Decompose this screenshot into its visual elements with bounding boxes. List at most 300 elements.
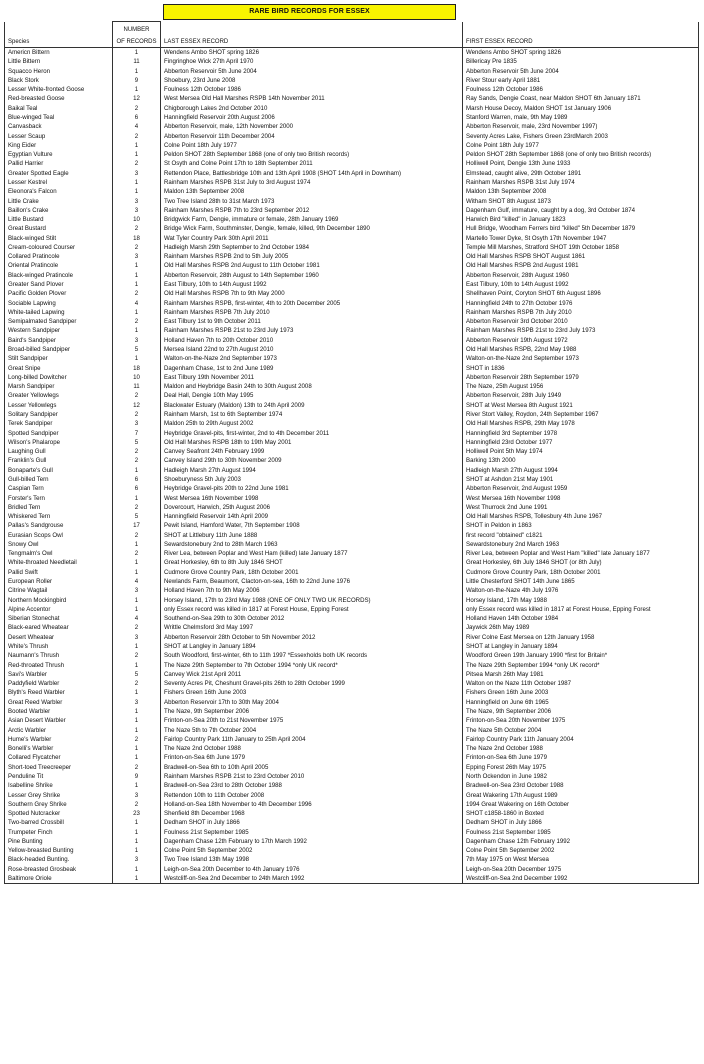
last-record-cell: Colne Point 5th September 2002 bbox=[161, 846, 463, 855]
table-row bbox=[5, 187, 699, 196]
last-record-cell: Maldon and Heybridge Basin 24th to 30th August 2008 bbox=[161, 382, 463, 391]
table-row bbox=[5, 800, 699, 809]
last-record-cell: Rainham Marshes RSPB 7th July 2010 bbox=[161, 308, 463, 317]
last-record-cell: Rainham Marshes RSPB 21st to 23rd October 2010 bbox=[161, 772, 463, 781]
last-record-cell: Bridgwick Farm, Dengie, immature or female, 28th January 1969 bbox=[161, 215, 463, 224]
record-count-cell: 10 bbox=[113, 373, 161, 382]
first-record-cell: Old Hall Marshes RSPB SHOT August 1861 bbox=[463, 252, 699, 261]
species-cell: Great Reed Warbler bbox=[5, 698, 113, 707]
last-record-cell: Abberton Reservoir 5th June 2004 bbox=[161, 67, 463, 76]
species-cell: Baikal Teal bbox=[5, 104, 113, 113]
record-count-cell: 1 bbox=[113, 67, 161, 76]
table-row bbox=[5, 419, 699, 428]
table-row bbox=[5, 252, 699, 261]
record-count-cell: 7 bbox=[113, 429, 161, 438]
record-count-cell: 1 bbox=[113, 828, 161, 837]
record-count-cell: 2 bbox=[113, 735, 161, 744]
last-record-cell: Fingringhoe Wick 27th April 1970 bbox=[161, 57, 463, 66]
first-record-cell: Epping Forest 26th May 1975 bbox=[463, 763, 699, 772]
last-record-cell: Two Tree Island 28th to 31st March 1973 bbox=[161, 197, 463, 206]
record-count-cell: 2 bbox=[113, 531, 161, 540]
record-count-cell: 1 bbox=[113, 178, 161, 187]
table-row bbox=[5, 150, 699, 159]
last-record-cell: Dovercourt, Harwich, 25th August 2006 bbox=[161, 503, 463, 512]
table-row bbox=[5, 391, 699, 400]
record-count-cell: 1 bbox=[113, 261, 161, 270]
species-cell: Asian Desert Warbler bbox=[5, 716, 113, 725]
species-cell: Lesser Yellowlegs bbox=[5, 401, 113, 410]
last-record-cell: Maldon 25th to 29th August 2002 bbox=[161, 419, 463, 428]
record-count-cell: 3 bbox=[113, 791, 161, 800]
first-record-cell: 7th May 1975 on West Mersea bbox=[463, 855, 699, 864]
species-cell: Penduline Tit bbox=[5, 772, 113, 781]
table-row bbox=[5, 818, 699, 827]
first-record-cell: Hull Bridge, Woodham Ferrers bird "killed" 5th December 1879 bbox=[463, 224, 699, 233]
last-record-cell: Foulness 21st September 1985 bbox=[161, 828, 463, 837]
first-record-cell: East Tilbury, 10th to 14th August 1992 bbox=[463, 280, 699, 289]
table-row bbox=[5, 791, 699, 800]
species-cell: Little Bustard bbox=[5, 215, 113, 224]
table-row bbox=[5, 642, 699, 651]
header-blank bbox=[161, 22, 463, 39]
species-cell: Bonaparte's Gull bbox=[5, 466, 113, 475]
species-cell: Forster's Tern bbox=[5, 494, 113, 503]
first-record-cell: Dagenham Chase 12th February 1992 bbox=[463, 837, 699, 846]
last-record-cell: Pewit Island, Hamford Water, 7th September 1908 bbox=[161, 521, 463, 530]
record-count-cell: 18 bbox=[113, 234, 161, 243]
first-record-cell: West Thurrock 2nd June 1991 bbox=[463, 503, 699, 512]
species-cell: Franklin's Gull bbox=[5, 456, 113, 465]
last-record-cell: Abberton Reservoir, 28th August to 14th September 1960 bbox=[161, 271, 463, 280]
record-count-cell: 1 bbox=[113, 187, 161, 196]
record-count-cell: 2 bbox=[113, 132, 161, 141]
species-cell: Red-throated Thrush bbox=[5, 661, 113, 670]
record-count-cell: 2 bbox=[113, 623, 161, 632]
table-row bbox=[5, 354, 699, 363]
record-count-cell: 1 bbox=[113, 466, 161, 475]
last-record-cell: Shoeburyness 5th July 2003 bbox=[161, 475, 463, 484]
first-record-cell: Leigh-on-Sea 20th December 1975 bbox=[463, 865, 699, 874]
last-record-cell: Holland Haven 7th to 20th October 2010 bbox=[161, 336, 463, 345]
record-count-cell: 2 bbox=[113, 224, 161, 233]
species-cell: Desert Wheatear bbox=[5, 633, 113, 642]
last-record-cell: Great Horkesley, 6th to 8th July 1846 SHOT bbox=[161, 558, 463, 567]
record-count-cell: 5 bbox=[113, 345, 161, 354]
table-row bbox=[5, 512, 699, 521]
header-first-record: FIRST ESSEX RECORD bbox=[463, 38, 699, 48]
first-record-cell: North Ockendon in June 1982 bbox=[463, 772, 699, 781]
first-record-cell: Jaywick 26th May 1989 bbox=[463, 623, 699, 632]
table-row bbox=[5, 197, 699, 206]
record-count-cell: 2 bbox=[113, 289, 161, 298]
first-record-cell: first record "obtained" c1821 bbox=[463, 531, 699, 540]
record-count-cell: 4 bbox=[113, 614, 161, 623]
record-count-cell: 1 bbox=[113, 707, 161, 716]
record-count-cell: 1 bbox=[113, 605, 161, 614]
species-cell: Two-barred Crossbill bbox=[5, 818, 113, 827]
species-cell: Laughing Gull bbox=[5, 447, 113, 456]
record-count-cell: 17 bbox=[113, 521, 161, 530]
last-record-cell: Two Tree Island 13th May 1998 bbox=[161, 855, 463, 864]
species-cell: Semipalmated Sandpiper bbox=[5, 317, 113, 326]
first-record-cell: Abberton Reservoir, 28th July 1949 bbox=[463, 391, 699, 400]
species-cell: Citrine Wagtail bbox=[5, 586, 113, 595]
table-row bbox=[5, 224, 699, 233]
last-record-cell: Hadleigh Marsh 29th September to 2nd October 1984 bbox=[161, 243, 463, 252]
first-record-cell: Hanningfield 24th to 27th October 1976 bbox=[463, 299, 699, 308]
first-record-cell: Hanningfield 3rd September 1978 bbox=[463, 429, 699, 438]
last-record-cell: Seventy Acres Pit, Cheshunt Gravel-pits 26th to 28th October 1999 bbox=[161, 679, 463, 688]
last-record-cell: only Essex record was killed in 1817 at Forest House, Epping Forest bbox=[161, 605, 463, 614]
first-record-cell: The Naze, 9th September 2006 bbox=[463, 707, 699, 716]
last-record-cell: East Tilbury, 10th to 14th August 1992 bbox=[161, 280, 463, 289]
record-count-cell: 1 bbox=[113, 642, 161, 651]
species-cell: Spotted Nutcracker bbox=[5, 809, 113, 818]
last-record-cell: Bridge Wick Farm, Southminster, Dengie, female, killed, 9th December 1890 bbox=[161, 224, 463, 233]
table-row bbox=[5, 159, 699, 168]
last-record-cell: Deal Hall, Dengie 10th May 1995 bbox=[161, 391, 463, 400]
species-cell: Caspian Tern bbox=[5, 484, 113, 493]
table-row bbox=[5, 846, 699, 855]
species-cell: Naumann's Thrush bbox=[5, 651, 113, 660]
table-row bbox=[5, 679, 699, 688]
table-row bbox=[5, 661, 699, 670]
first-record-cell: Witham SHOT 8th August 1873 bbox=[463, 197, 699, 206]
last-record-cell: St Osyth and Colne Point 17th to 18th September 2011 bbox=[161, 159, 463, 168]
table-row bbox=[5, 132, 699, 141]
record-count-cell: 1 bbox=[113, 150, 161, 159]
record-count-cell: 3 bbox=[113, 633, 161, 642]
first-record-cell: Great Wakering 17th August 1989 bbox=[463, 791, 699, 800]
last-record-cell: Sewardstonebury 2nd to 28th March 1963 bbox=[161, 540, 463, 549]
species-cell: Gull-billed Tern bbox=[5, 475, 113, 484]
last-record-cell: Abberton Reservoir 28th October to 5th November 2012 bbox=[161, 633, 463, 642]
first-record-cell: Woodford Green 19th January 1990 *first for Britain* bbox=[463, 651, 699, 660]
record-count-cell: 1 bbox=[113, 540, 161, 549]
table-row bbox=[5, 456, 699, 465]
last-record-cell: SHOT at Littlebury 11th June 1888 bbox=[161, 531, 463, 540]
first-record-cell: Hanningfield 23rd October 1977 bbox=[463, 438, 699, 447]
first-record-cell: Martello Tower Dyke, St Osyth 17th November 1947 bbox=[463, 234, 699, 243]
species-cell: Egyptian Vulture bbox=[5, 150, 113, 159]
first-record-cell: Rainham Marshes RSPB 31st July 1974 bbox=[463, 178, 699, 187]
record-count-cell: 3 bbox=[113, 855, 161, 864]
first-record-cell: Old Hall Marshes RSPB 2nd August 1981 bbox=[463, 261, 699, 270]
first-record-cell: Wendens Ambo SHOT spring 1826 bbox=[463, 48, 699, 58]
species-cell: Bonelli's Warbler bbox=[5, 744, 113, 753]
species-cell: Pacific Golden Plover bbox=[5, 289, 113, 298]
first-record-cell: Old Hall Marshes RSPB, 22nd May 1988 bbox=[463, 345, 699, 354]
first-record-cell: Dagenham Gulf, immature, caught by a dog, 3rd October 1874 bbox=[463, 206, 699, 215]
first-record-cell: Walton-on-the-Naze 2nd September 1973 bbox=[463, 354, 699, 363]
first-record-cell: The Naze 2nd October 1988 bbox=[463, 744, 699, 753]
record-count-cell: 2 bbox=[113, 503, 161, 512]
table-row bbox=[5, 141, 699, 150]
last-record-cell: Frinton-on-Sea 20th to 21st November 1975 bbox=[161, 716, 463, 725]
last-record-cell: Horsey Island, 17th to 23rd May 1988 (ONE OF ONLY TWO UK RECORDS) bbox=[161, 596, 463, 605]
first-record-cell: Colne Point 5th September 2002 bbox=[463, 846, 699, 855]
species-cell: White's Thrush bbox=[5, 642, 113, 651]
record-count-cell: 1 bbox=[113, 326, 161, 335]
record-count-cell: 5 bbox=[113, 512, 161, 521]
last-record-cell: Dagenham Chase 12th February to 17th March 1992 bbox=[161, 837, 463, 846]
record-count-cell: 1 bbox=[113, 781, 161, 790]
first-record-cell: Rainham Marshes RSPB 7th July 2010 bbox=[463, 308, 699, 317]
species-cell: Northern Mockingbird bbox=[5, 596, 113, 605]
first-record-cell: Colne Point 18th July 1977 bbox=[463, 141, 699, 150]
record-count-cell: 1 bbox=[113, 308, 161, 317]
table-row bbox=[5, 373, 699, 382]
table-row bbox=[5, 475, 699, 484]
species-cell: Collared Flycatcher bbox=[5, 753, 113, 762]
last-record-cell: West Mersea 16th November 1998 bbox=[161, 494, 463, 503]
first-record-cell: SHOT in Peldon in 1863 bbox=[463, 521, 699, 530]
last-record-cell: West Mersea Old Hall Marshes RSPB 14th November 2011 bbox=[161, 94, 463, 103]
last-record-cell: Fishers Green 16th June 2003 bbox=[161, 688, 463, 697]
last-record-cell: River Lea, between Poplar and West Ham (killed) late January 1877 bbox=[161, 549, 463, 558]
table-row bbox=[5, 94, 699, 103]
species-cell: Long-billed Dowitcher bbox=[5, 373, 113, 382]
species-cell: Lesser White-fronted Goose bbox=[5, 85, 113, 94]
table-row bbox=[5, 577, 699, 586]
species-cell: Yellow-breasted Bunting bbox=[5, 846, 113, 855]
table-row bbox=[5, 317, 699, 326]
first-record-cell: Pitsea Marsh 26th May 1981 bbox=[463, 670, 699, 679]
table-row bbox=[5, 781, 699, 790]
last-record-cell: Walton-on-the-Naze 2nd September 1973 bbox=[161, 354, 463, 363]
table-row bbox=[5, 837, 699, 846]
last-record-cell: Foulness 12th October 1986 bbox=[161, 85, 463, 94]
first-record-cell: River Lea, between Poplar and West Ham "killed" late January 1877 bbox=[463, 549, 699, 558]
record-count-cell: 12 bbox=[113, 401, 161, 410]
record-count-cell: 5 bbox=[113, 670, 161, 679]
record-count-cell: 11 bbox=[113, 57, 161, 66]
record-count-cell: 6 bbox=[113, 475, 161, 484]
first-record-cell: Temple Mill Marshes, Stratford SHOT 19th October 1858 bbox=[463, 243, 699, 252]
species-cell: Sociable Lapwing bbox=[5, 299, 113, 308]
last-record-cell: Heybridge Gravel-pits 20th to 22nd June 1981 bbox=[161, 484, 463, 493]
last-record-cell: Abberton Reservoir 11th December 2004 bbox=[161, 132, 463, 141]
header-row bbox=[5, 38, 699, 48]
record-count-cell: 2 bbox=[113, 243, 161, 252]
last-record-cell: Rainham Marsh, 1st to 6th September 1974 bbox=[161, 410, 463, 419]
species-cell: Southern Grey Shrike bbox=[5, 800, 113, 809]
record-count-cell: 2 bbox=[113, 317, 161, 326]
first-record-cell: SHOT at West Mersea 8th August 1921 bbox=[463, 401, 699, 410]
species-cell: White-tailed Lapwing bbox=[5, 308, 113, 317]
last-record-cell: Hanningfield Reservoir 20th August 2006 bbox=[161, 113, 463, 122]
species-cell: Wilson's Phalarope bbox=[5, 438, 113, 447]
record-count-cell: 6 bbox=[113, 113, 161, 122]
last-record-cell: Wendens Ambo SHOT spring 1826 bbox=[161, 48, 463, 58]
record-count-cell: 2 bbox=[113, 679, 161, 688]
last-record-cell: Canvey Seafront 24th February 1999 bbox=[161, 447, 463, 456]
last-record-cell: The Naze 29th September to 7th October 1994 *only UK record* bbox=[161, 661, 463, 670]
record-count-cell: 3 bbox=[113, 206, 161, 215]
last-record-cell: Dedham SHOT in July 1866 bbox=[161, 818, 463, 827]
table-row bbox=[5, 531, 699, 540]
table-row bbox=[5, 48, 699, 58]
record-count-cell: 3 bbox=[113, 169, 161, 178]
last-record-cell: Bradwell-on-Sea 23rd to 28th October 1988 bbox=[161, 781, 463, 790]
last-record-cell: Old Hall Marshes RSPB 2nd August to 11th October 1981 bbox=[161, 261, 463, 270]
first-record-cell: Abberton Reservoir, 2nd August 1959 bbox=[463, 484, 699, 493]
header-of-records: OF RECORDS bbox=[113, 38, 161, 48]
species-cell: Siberian Stonechat bbox=[5, 614, 113, 623]
record-count-cell: 1 bbox=[113, 874, 161, 884]
first-record-cell: Stanford Warren, male, 9th May 1989 bbox=[463, 113, 699, 122]
first-record-cell: Fairlop Country Park 11th January 2004 bbox=[463, 735, 699, 744]
table-row bbox=[5, 605, 699, 614]
last-record-cell: Hadleigh Marsh 27th August 1994 bbox=[161, 466, 463, 475]
first-record-cell: Marsh House Decoy, Maldon SHOT 1st January 1906 bbox=[463, 104, 699, 113]
table-row bbox=[5, 289, 699, 298]
last-record-cell: Holland-on-Sea 18th November to 4th December 1996 bbox=[161, 800, 463, 809]
table-row bbox=[5, 494, 699, 503]
last-record-cell: Westcliff-on-Sea 2nd December to 24th March 1992 bbox=[161, 874, 463, 884]
table-row bbox=[5, 234, 699, 243]
first-record-cell: SHOT in 1836 bbox=[463, 364, 699, 373]
species-cell: Baillon's Crake bbox=[5, 206, 113, 215]
last-record-cell: Bradwell-on-Sea 6th to 10th April 2005 bbox=[161, 763, 463, 772]
last-record-cell: East Tilbury 19th November 2011 bbox=[161, 373, 463, 382]
table-row bbox=[5, 438, 699, 447]
species-cell: Eurasian Scops Owl bbox=[5, 531, 113, 540]
species-cell: Short-toed Treecreeper bbox=[5, 763, 113, 772]
record-count-cell: 1 bbox=[113, 494, 161, 503]
species-cell: Americn Bittern bbox=[5, 48, 113, 58]
first-record-cell: Sewardstonebury 2nd March 1963 bbox=[463, 540, 699, 549]
species-cell: Stilt Sandpiper bbox=[5, 354, 113, 363]
first-record-cell: Rainham Marshes RSPB 21st to 23rd July 1973 bbox=[463, 326, 699, 335]
last-record-cell: Canvey Island 29th to 30th November 2009 bbox=[161, 456, 463, 465]
table-row bbox=[5, 753, 699, 762]
last-record-cell: Abberton Reservoir, male, 12th November 2000 bbox=[161, 122, 463, 131]
first-record-cell: Dedham SHOT in July 1866 bbox=[463, 818, 699, 827]
table-row bbox=[5, 809, 699, 818]
table-row bbox=[5, 558, 699, 567]
first-record-cell: Walton on the Naze 11th October 1987 bbox=[463, 679, 699, 688]
table-row bbox=[5, 326, 699, 335]
last-record-cell: Shenfield 8th December 1968 bbox=[161, 809, 463, 818]
table-row bbox=[5, 735, 699, 744]
record-count-cell: 2 bbox=[113, 763, 161, 772]
table-row bbox=[5, 261, 699, 270]
record-count-cell: 18 bbox=[113, 364, 161, 373]
table-row bbox=[5, 503, 699, 512]
first-record-cell: SHOT at Langley in January 1894 bbox=[463, 642, 699, 651]
table-row bbox=[5, 828, 699, 837]
table-row bbox=[5, 382, 699, 391]
table-row bbox=[5, 345, 699, 354]
first-record-cell: Ray Sands, Dengie Coast, near Maldon SHOT 6th January 1871 bbox=[463, 94, 699, 103]
record-count-cell: 1 bbox=[113, 280, 161, 289]
last-record-cell: Rainham Marshes RSPB, first-winter, 4th to 20th December 2005 bbox=[161, 299, 463, 308]
record-count-cell: 1 bbox=[113, 354, 161, 363]
table-row bbox=[5, 874, 699, 884]
first-record-cell: Great Horkesley, 6th July 1846 SHOT (or 8th July) bbox=[463, 558, 699, 567]
first-record-cell: Foulness 12th October 1986 bbox=[463, 85, 699, 94]
first-record-cell: Seventy Acres Lake, Fishers Green 23rdMarch 2003 bbox=[463, 132, 699, 141]
header-last-record: LAST ESSEX RECORD bbox=[161, 38, 463, 48]
species-cell: Solitary Sandpiper bbox=[5, 410, 113, 419]
table-row bbox=[5, 521, 699, 530]
species-cell: Black Stork bbox=[5, 76, 113, 85]
species-cell: Spotted Sandpiper bbox=[5, 429, 113, 438]
record-count-cell: 1 bbox=[113, 48, 161, 58]
first-record-cell: Frinton-on-Sea 6th June 1979 bbox=[463, 753, 699, 762]
last-record-cell: Colne Point 18th July 1977 bbox=[161, 141, 463, 150]
record-count-cell: 3 bbox=[113, 252, 161, 261]
record-count-cell: 4 bbox=[113, 299, 161, 308]
first-record-cell: 1994 Great Wakering on 16th October bbox=[463, 800, 699, 809]
species-cell: Black-headed Bunting. bbox=[5, 855, 113, 864]
table-row bbox=[5, 280, 699, 289]
first-record-cell: Abberton Reservoir 19th August 1972 bbox=[463, 336, 699, 345]
table-row bbox=[5, 76, 699, 85]
first-record-cell: Maldon 13th September 2008 bbox=[463, 187, 699, 196]
record-count-cell: 1 bbox=[113, 568, 161, 577]
species-cell: Tengmalm's Owl bbox=[5, 549, 113, 558]
first-record-cell: Abberton Reservoir, male, 23rd November 1997) bbox=[463, 122, 699, 131]
first-record-cell: Holliwell Point 5th May 1974 bbox=[463, 447, 699, 456]
species-cell: Whiskered Tern bbox=[5, 512, 113, 521]
first-record-cell: River Stour early April 1881 bbox=[463, 76, 699, 85]
first-record-cell: Cudmore Grove Country Park, 18th October 2001 bbox=[463, 568, 699, 577]
first-record-cell: River Stort Valley, Roydon, 24th September 1967 bbox=[463, 410, 699, 419]
table-row bbox=[5, 410, 699, 419]
record-count-cell: 3 bbox=[113, 336, 161, 345]
last-record-cell: Rainham Marshes RSPB 2nd to 5th July 2005 bbox=[161, 252, 463, 261]
table-row bbox=[5, 206, 699, 215]
species-cell: Alpine Accentor bbox=[5, 605, 113, 614]
record-count-cell: 1 bbox=[113, 726, 161, 735]
last-record-cell: Abberton Reservoir 17th to 30th May 2004 bbox=[161, 698, 463, 707]
species-cell: Pallid Swift bbox=[5, 568, 113, 577]
first-record-cell: Abberton Reservoir 3rd October 2010 bbox=[463, 317, 699, 326]
table-row bbox=[5, 271, 699, 280]
first-record-cell: West Mersea 16th November 1998 bbox=[463, 494, 699, 503]
record-count-cell: 3 bbox=[113, 698, 161, 707]
last-record-cell: Rettendon Place, Battlesbridge 10th and 13th April 1908 (SHOT 14th April in Downham) bbox=[161, 169, 463, 178]
species-cell: Greater Yellowlegs bbox=[5, 391, 113, 400]
first-record-cell: Holliwell Point, Dengie 13th June 1933 bbox=[463, 159, 699, 168]
last-record-cell: Rettendon 10th to 11th October 2008 bbox=[161, 791, 463, 800]
species-cell: Red-breasted Goose bbox=[5, 94, 113, 103]
header-blank bbox=[463, 22, 699, 39]
record-count-cell: 2 bbox=[113, 456, 161, 465]
species-cell: Bridled Tern bbox=[5, 503, 113, 512]
first-record-cell: Peldon SHOT 28th September 1868 (one of only two British records) bbox=[463, 150, 699, 159]
table-row bbox=[5, 104, 699, 113]
table-row bbox=[5, 85, 699, 94]
header-blank bbox=[5, 22, 113, 39]
table-row bbox=[5, 336, 699, 345]
last-record-cell: Shoebury, 23rd June 2008 bbox=[161, 76, 463, 85]
table-row bbox=[5, 540, 699, 549]
record-count-cell: 6 bbox=[113, 484, 161, 493]
last-record-cell: Canvey Wick 21st April 2011 bbox=[161, 670, 463, 679]
record-count-cell: 1 bbox=[113, 716, 161, 725]
species-cell: Canvasback bbox=[5, 122, 113, 131]
first-record-cell: Harwich Bird "killed" in January 1823 bbox=[463, 215, 699, 224]
species-cell: Greater Sand Plover bbox=[5, 280, 113, 289]
table-row bbox=[5, 772, 699, 781]
first-record-cell: Abberton Reservoir, 28th August 1960 bbox=[463, 271, 699, 280]
species-cell: Paddyfield Warbler bbox=[5, 679, 113, 688]
last-record-cell: East Tilbury 1st to 9th October 2011 bbox=[161, 317, 463, 326]
rare-bird-records-table bbox=[4, 21, 699, 884]
